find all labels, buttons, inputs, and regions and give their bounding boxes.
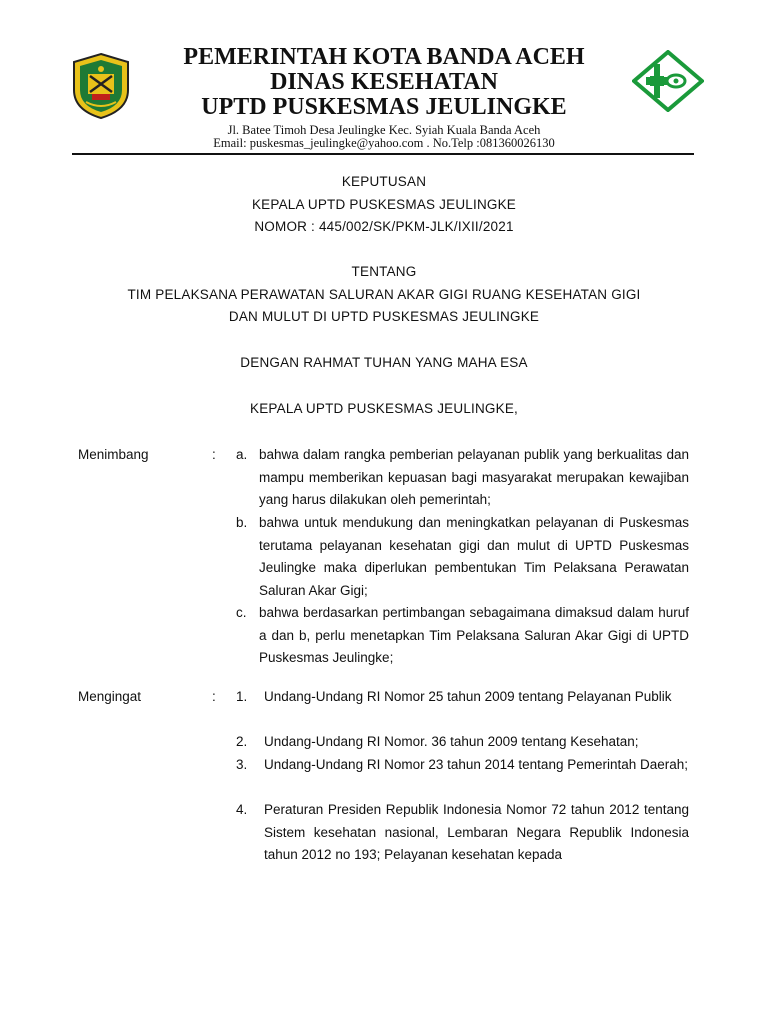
decree-blessing: DENGAN RAHMAT TUHAN YANG MAHA ESA [240, 355, 528, 370]
mengingat-item-1: Undang-Undang RI Nomor 25 tahun 2009 tentang Pelayanan Publik [264, 689, 672, 704]
letterhead-line-2: DINAS KESEHATAN [270, 69, 498, 95]
decree-number: NOMOR : 445/002/SK/PKM-JLK/IXII/2021 [254, 219, 514, 234]
decree-title: KEPUTUSAN [341, 174, 427, 189]
menimbang-marker-a: a. [236, 447, 248, 462]
letterhead-line-1: PEMERINTAH KOTA BANDA ACEH [183, 44, 585, 70]
menimbang-item-a: bahwa dalam rangka pemberian pelayanan publik yang berkualitas dan mampu memberikan kepuasan bagi masyarakat merupakan kewajiban yang harus dilakukan oleh pemerintah; [259, 447, 689, 507]
menimbang-marker-c: c. [236, 605, 247, 620]
mengingat-item-2: Undang-Undang RI Nomor. 36 tahun 2009 tentang Kesehatan; [264, 734, 639, 749]
menimbang-colon: : [212, 447, 216, 462]
mengingat-marker-1: 1. [236, 689, 248, 704]
menimbang-item-b: bahwa untuk mendukung dan meningkatkan pelayanan di Puskesmas terutama pelayanan kesehatan gigi dan mulut di UPTD Puskesmas Jeulingke maka diperlukan pembentukan Tim Pelaksana Perawatan Saluran Akar Gigi; [259, 515, 689, 598]
decree-about-label: TENTANG [351, 264, 417, 279]
letterhead-line-3: UPTD PUSKESMAS JEULINGKE [201, 94, 567, 120]
mengingat-label: Mengingat [78, 689, 142, 704]
decree-head: KEPALA UPTD PUSKESMAS JEULINGKE, [250, 401, 518, 416]
letterhead-contact: Email: puskesmas_jeulingke@yahoo.com . No.Telp :081360026130 [213, 136, 555, 150]
mengingat-marker-2: 2. [236, 734, 248, 749]
decree-subject-line-2: DAN MULUT DI UPTD PUSKESMAS JEULINGKE [228, 309, 540, 324]
decree-subject-line-1: TIM PELAKSANA PERAWATAN SALURAN AKAR GIGI RUANG KESEHATAN GIGI [127, 287, 641, 302]
mengingat-item-4: Peraturan Presiden Republik Indonesia Nomor 72 tahun 2012 tentang Sistem kesehatan nasional, Lembaran Negara Republik Indonesia tahun 2012 no 193; Pelayanan kesehatan kepada [264, 802, 689, 862]
menimbang-item-c: bahwa berdasarkan pertimbangan sebagaimana dimaksud dalam huruf a dan b, perlu menetapkan Tim Pelaksana Saluran Akar Gigi di UPTD Puskesmas Jeulingke; [259, 605, 689, 665]
mengingat-marker-4: 4. [236, 802, 248, 817]
menimbang-marker-b: b. [236, 515, 248, 530]
mengingat-item-3: Undang-Undang RI Nomor 23 tahun 2014 tentang Pemerintah Daerah; [264, 757, 689, 772]
letterhead-divider [72, 153, 694, 155]
decree-issuer: KEPALA UPTD PUSKESMAS JEULINGKE [251, 197, 517, 212]
menimbang-label: Menimbang [78, 447, 149, 462]
mengingat-colon: : [212, 689, 216, 704]
letterhead-address: Jl. Batee Timoh Desa Jeulingke Kec. Syiah Kuala Banda Aceh [227, 123, 541, 137]
mengingat-marker-3: 3. [236, 757, 248, 772]
